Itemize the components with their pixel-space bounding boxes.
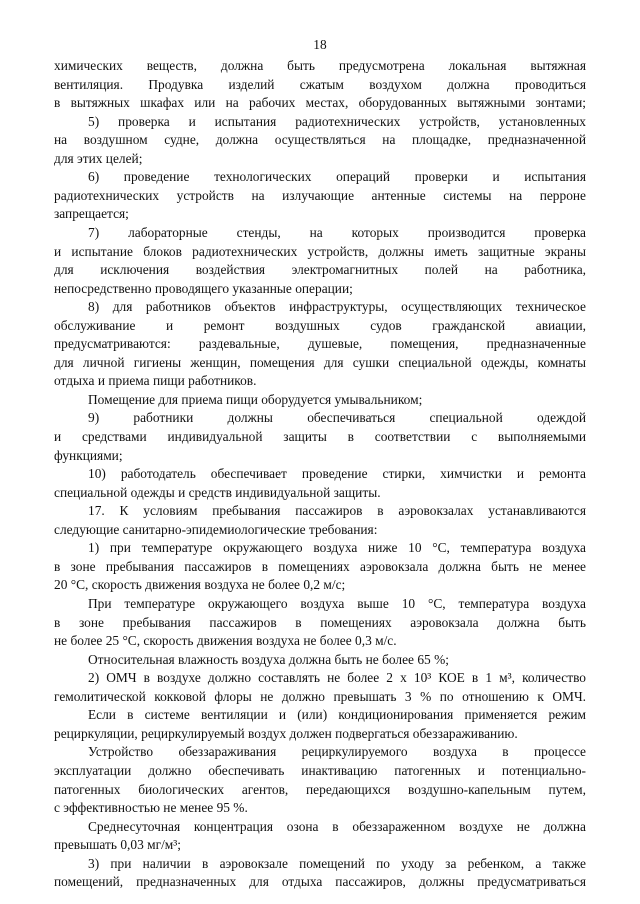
text-line: Устройство обеззараживания рециркулируемого воздуха в процессе — [88, 744, 586, 760]
text-line: Относительная влажность воздуха должна быть не более 65 %; — [88, 651, 449, 667]
text-line: химических веществ, должна быть предусмотрена локальная вытяжная — [54, 58, 586, 73]
text-line: в зоне пребывания пассажиров в помещениях аэровокзала должна быть не менее — [54, 558, 586, 574]
text-line: Помещение для приема пищи оборудуется умывальником; — [88, 391, 423, 407]
text-line: 3) при наличии в аэровокзале помещений по уходу за ребенком, а также — [88, 855, 586, 871]
text-line: следующие санитарно-эпидемиологические требования: — [54, 521, 378, 537]
text-line: отдыха и приема пищи работников. — [54, 373, 257, 389]
text-line: специальной одежды и средств индивидуальной защиты. — [54, 484, 381, 500]
text-line: для этих целей; — [54, 150, 143, 166]
text-line: в вытяжных шкафах или на рабочих местах, оборудованных вытяжными зонтами; — [54, 95, 586, 111]
page-number: 18 — [313, 37, 327, 52]
text-line: 5) проверка и испытания радиотехнических устройств, установленных — [88, 113, 586, 129]
text-line: 7) лабораторные стенды, на которых производится проверка — [88, 225, 586, 240]
text-line: не более 25 °С, скорость движения воздуха не более 0,3 м/с. — [54, 633, 397, 649]
text-line: 10) работодатель обеспечивает проведение стирки, химчистки и ремонта — [88, 466, 586, 482]
text-line: При температуре окружающего воздуха выше 10 °С, температура воздуха — [88, 596, 586, 611]
text-line: для исключения воздействия электромагнитных полей на работника, — [54, 262, 586, 278]
text-line: 17. К условиям пребывания пассажиров в аэровокзалах устанавливаются — [88, 503, 586, 519]
text-line: и испытание блоков радиотехнических устройств, должны иметь защитные экраны — [54, 243, 586, 259]
text-line: непосредственно проводящего указанные операции; — [54, 280, 353, 296]
text-line: Если в системе вентиляции и (или) кондиционирования применяется режим — [88, 707, 586, 723]
text-line: функциями; — [54, 447, 123, 463]
text-line: вентиляция. Продувка изделий сжатым воздухом должна проводиться — [54, 76, 586, 92]
text-line: 9) работники должны обеспечиваться специальной одеждой — [88, 410, 586, 426]
text-line: обслуживание и ремонт воздушных судов гражданской авиации, — [54, 317, 586, 333]
text-line: 2) ОМЧ в воздухе должно составлять не более 2 х 10³ КОЕ в 1 м³, количество — [88, 670, 586, 686]
text-line: эксплуатации должно обеспечивать инактивацию патогенных и потенциально- — [54, 762, 586, 778]
text-line: в зоне пребывания пассажиров в помещениях аэровокзала должна быть — [54, 614, 586, 630]
text-line: рециркуляции, рециркулируемый воздух должен подвергаться обеззараживанию. — [54, 725, 518, 741]
text-line: для личной гигиены женщин, помещения для сушки специальной одежды, комнаты — [54, 354, 586, 370]
text-line: запрещается; — [54, 206, 129, 222]
text-line: 6) проведение технологических операций проверки и испытания — [88, 169, 586, 185]
text-line: и средствами индивидуальной защиты в соответствии с выполняемыми — [54, 429, 586, 444]
text-line: 8) для работников объектов инфраструктуры, осуществляющих техническое — [88, 299, 586, 315]
text-line: Среднесуточная концентрация озона в обеззараженном воздухе не должна — [88, 818, 586, 834]
text-line: превышать 0,03 мг/м³; — [54, 837, 182, 853]
text-line: 20 °С, скорость движения воздуха не более 0,2 м/с; — [54, 577, 346, 593]
text-line: 1) при температуре окружающего воздуха ниже 10 °С, температура воздуха — [88, 540, 586, 556]
text-line: помещений, предназначенных для отдыха пассажиров, должны предусматриваться — [54, 874, 586, 890]
text-line: гемолитической кокковой флоры не должно превышать 3 % по отношению к ОМЧ. — [54, 688, 586, 704]
text-line: предусматриваются: раздевальные, душевые, помещения, предназначенные — [54, 336, 586, 352]
text-line: на воздушном судне, должна осуществляться на площадке, предназначенной — [54, 132, 586, 148]
text-line: патогенных биологических агентов, передающихся воздушно-капельным путем, — [54, 781, 586, 797]
text-line: радиотехнических устройств на излучающие антенные системы на перроне — [54, 187, 586, 203]
text-line: с эффективностью не менее 95 %. — [54, 800, 248, 815]
